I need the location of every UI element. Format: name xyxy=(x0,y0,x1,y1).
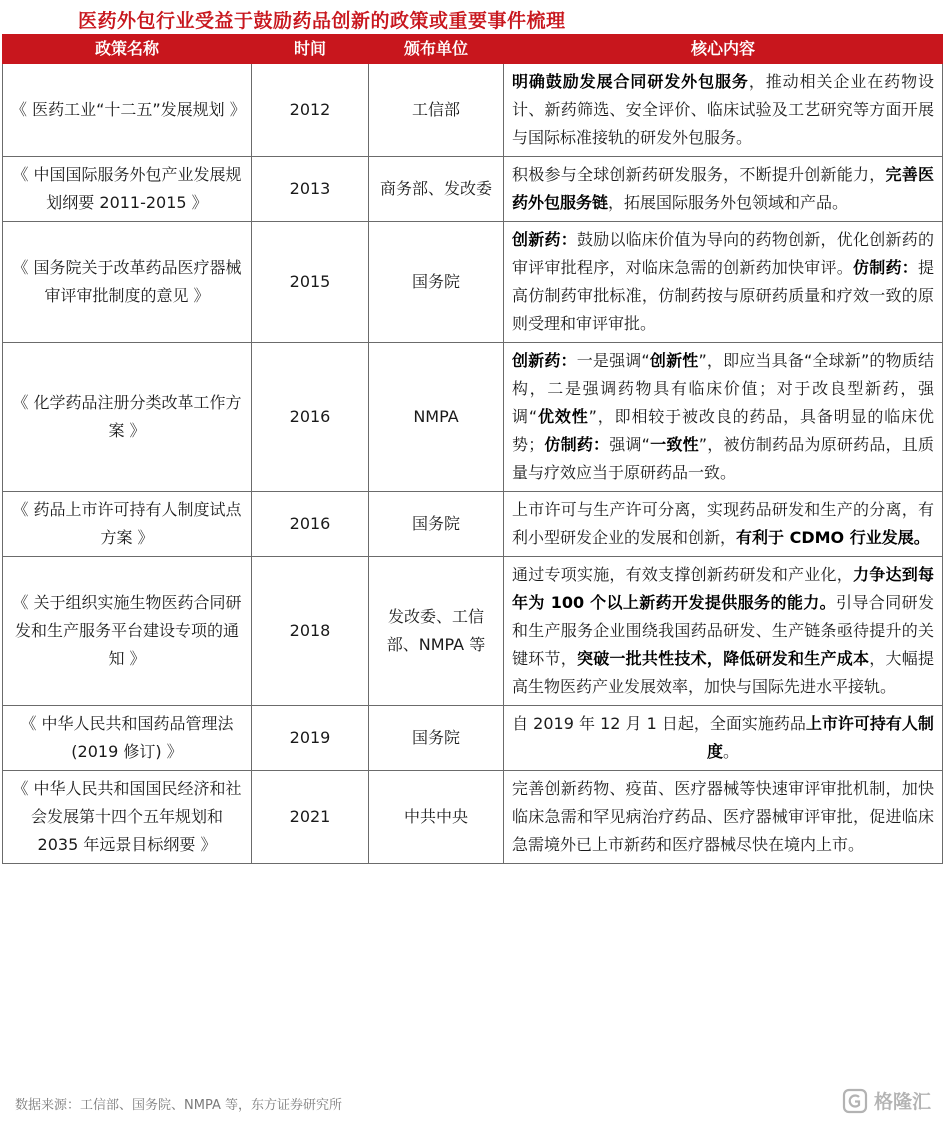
header-core-content: 核心内容 xyxy=(504,35,943,64)
policy-name-cell: 《 中国国际服务外包产业发展规划纲要 2011-2015 》 xyxy=(3,157,252,222)
table-row xyxy=(3,771,943,864)
issuer-cell: 中共中央 xyxy=(369,771,504,864)
gelonghui-logo-icon xyxy=(842,1088,868,1114)
table-body xyxy=(3,64,943,864)
content-text: 。 xyxy=(723,742,740,761)
table-row xyxy=(3,343,943,492)
policy-name-cell: 《 药品上市许可持有人制度试点方案 》 xyxy=(3,492,252,557)
emphasis-text: 上市许可持有人制度 xyxy=(706,714,934,761)
issuer-cell: 工信部 xyxy=(369,64,504,157)
table-row xyxy=(3,557,943,706)
table-row xyxy=(3,64,943,157)
content-text: ”，即相较于被改良的药品，具备明显的临床优势； xyxy=(512,407,934,454)
time-cell: 2016 xyxy=(252,492,369,557)
emphasis-text: 创新药： xyxy=(512,351,577,370)
table-header-row xyxy=(3,35,943,64)
emphasis-text: 一致性 xyxy=(649,435,699,454)
emphasis-text: 优效性 xyxy=(537,407,589,426)
content-text: 提高仿制药审批标准，仿制药按与原研药质量和疗效一致的原则受理和审评审批。 xyxy=(512,258,934,333)
table-row xyxy=(3,706,943,771)
core-content-cell xyxy=(504,557,943,706)
issuer-cell: 国务院 xyxy=(369,222,504,343)
content-text: 自 2019 年 12 月 1 日起，全面实施药品 xyxy=(512,714,806,733)
core-content-cell xyxy=(504,222,943,343)
content-text: 通过专项实施，有效支撑创新药研发和产业化， xyxy=(512,565,854,584)
watermark xyxy=(842,1087,931,1114)
content-text: ，拓展国际服务外包领域和产品。 xyxy=(608,193,849,212)
emphasis-text: 有利于 CDMO 行业发展。 xyxy=(736,528,930,547)
issuer-cell: 商务部、发改委 xyxy=(369,157,504,222)
watermark-text: 格隆汇 xyxy=(873,1091,931,1113)
time-cell: 2018 xyxy=(252,557,369,706)
content-text: ，大幅提高生物医药产业发展效率，加快与国际先进水平接轨。 xyxy=(512,649,934,696)
content-text: 上市许可与生产许可分离，实现药品研发和生产的分离，有利小型研发企业的发展和创新， xyxy=(512,500,934,547)
emphasis-text: 仿制药： xyxy=(544,435,610,454)
content-text: 一是强调“ xyxy=(576,351,650,370)
time-cell: 2012 xyxy=(252,64,369,157)
emphasis-text: 明确鼓励发展合同研发外包服务 xyxy=(512,72,749,91)
emphasis-text: 创新药： xyxy=(512,230,577,249)
core-content-cell xyxy=(504,157,943,222)
policy-name-cell: 《 医药工业“十二五”发展规划 》 xyxy=(3,64,252,157)
emphasis-text: 完善医药外包服务链 xyxy=(512,165,934,212)
policy-table xyxy=(2,34,943,864)
issuer-cell: 国务院 xyxy=(369,706,504,771)
emphasis-text: 创新性 xyxy=(649,351,699,370)
core-content-cell xyxy=(504,771,943,864)
time-cell: 2013 xyxy=(252,157,369,222)
content-text: 积极参与全球创新药研发服务，不断提升创新能力， xyxy=(512,165,886,184)
table-row xyxy=(3,222,943,343)
policy-name-cell: 《 化学药品注册分类改革工作方案 》 xyxy=(3,343,252,492)
table-row xyxy=(3,157,943,222)
time-cell: 2016 xyxy=(252,343,369,492)
content-text: ，推动相关企业在药物设计、新药筛选、安全评价、临床试验及工艺研究等方面开展与国际标准接轨的研发外包服务。 xyxy=(512,72,934,147)
core-content-cell xyxy=(504,706,943,771)
policy-name-cell: 《 中华人民共和国国民经济和社会发展第十四个五年规划和 2035 年远景目标纲要 》 xyxy=(3,771,252,864)
header-policy-name: 政策名称 xyxy=(3,35,252,64)
page-title: 医药外包行业受益于鼓励药品创新的政策或重要事件梳理 xyxy=(78,10,566,32)
time-cell: 2019 xyxy=(252,706,369,771)
policy-name-cell: 《 关于组织实施生物医药合同研发和生产服务平台建设专项的通知 》 xyxy=(3,557,252,706)
time-cell: 2015 xyxy=(252,222,369,343)
table-row xyxy=(3,492,943,557)
issuer-cell: 发改委、工信部、NMPA 等 xyxy=(369,557,504,706)
policy-name-cell: 《 国务院关于改革药品医疗器械审评审批制度的意见 》 xyxy=(3,222,252,343)
header-time: 时间 xyxy=(252,35,369,64)
issuer-cell: NMPA xyxy=(369,343,504,492)
content-text: 鼓励以临床价值为导向的药物创新，优化创新药的审评审批程序，对临床急需的创新药加快审评。 xyxy=(512,230,934,277)
emphasis-text: 力争达到每年为 100 个以上新药开发提供服务的能力。 xyxy=(512,565,934,612)
content-text: ”，即应当具备“全球新”的物质结构，二是强调药物具有临床价值；对于改良型新药，强调“ xyxy=(512,351,934,426)
time-cell: 2021 xyxy=(252,771,369,864)
core-content-cell xyxy=(504,64,943,157)
content-text: 强调“ xyxy=(609,435,650,454)
emphasis-text: 仿制药： xyxy=(853,258,918,277)
source-note: 数据来源：工信部、国务院、NMPA 等，东方证券研究所 xyxy=(15,1098,342,1113)
header-issuer: 颁布单位 xyxy=(369,35,504,64)
issuer-cell: 国务院 xyxy=(369,492,504,557)
content-text: ”，被仿制药品为原研药品，且质量与疗效应当于原研药品一致。 xyxy=(512,435,934,482)
emphasis-text: 突破一批共性技术，降低研发和生产成本 xyxy=(576,649,870,668)
content-text: 引导合同研发和生产服务企业围绕我国药品研发、生产链条亟待提升的关键环节， xyxy=(512,593,934,668)
core-content-cell xyxy=(504,343,943,492)
core-content-cell xyxy=(504,492,943,557)
policy-name-cell: 《 中华人民共和国药品管理法(2019 修订) 》 xyxy=(3,706,252,771)
content-text: 完善创新药物、疫苗、医疗器械等快速审评审批机制，加快临床急需和罕见病治疗药品、医疗器械审评审批，促进临床急需境外已上市新药和医疗器械尽快在境内上市。 xyxy=(512,779,934,854)
